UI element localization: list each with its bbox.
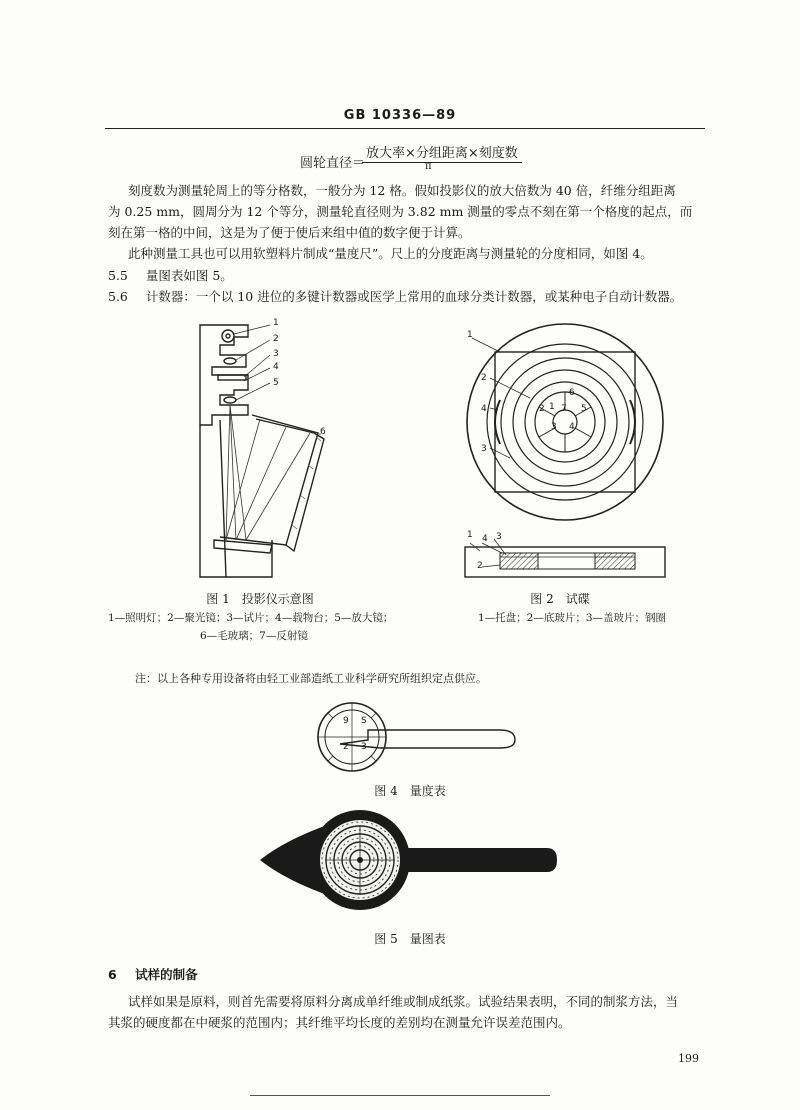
fig2-callout-4: 4 [481,404,487,414]
figure1-legend-line2: 6—毛玻璃；7—反射镜 [200,630,308,642]
fig1-callout-1: 1 [273,318,279,328]
fig1-callout-5: 5 [273,378,279,388]
figure2-caption: 图 2 试碟 [530,592,590,606]
sector-label: 3 [551,422,557,432]
header-rule [105,128,705,129]
section6-line: 试样如果是原料，则首先需要将原料分离成单纤维或制成纸浆。试验结果表明，不同的制浆方法，当 [128,994,679,1009]
paragraph-line: 刻度数为测量轮周上的等分格数，一般分为 12 格。假如投影仪的放大倍数为 40 倍，纤维分组距离 [128,183,676,198]
paragraph-line: 为 0.25 mm，圆周分为 12 个等分，测量轮直径则为 3.82 mm 测量的零点不刻在第一个格度的起点，而 [108,204,693,219]
item-text: 量图表如图 5。 [145,268,233,283]
fig1-callout-6: 6 [320,427,326,437]
fig2-side-callout-4: 4 [482,534,488,544]
fig2-side-callout-3: 3 [496,532,502,542]
standard-code-header: GB 10336—89 [343,108,457,123]
fig2-callout-2: 2 [481,373,487,383]
dial-mark: 9 [343,716,349,726]
section6-number: 6 [108,967,117,982]
supply-note: 注：以上各种专用设备将由轻工业部造纸工业科学研究所组织定点供应。 [135,672,487,685]
section6-heading [108,964,198,985]
fig1-callout-4: 4 [273,362,279,372]
section6-title: 试样的制备 [135,967,198,982]
sector-label: 6 [569,388,575,398]
test-dish-side-view [460,535,670,585]
paragraph-line: 刻在第一格的中间，这是为了便于使后来组中值的数字便于计算。 [108,225,471,240]
formula-denominator: π [425,161,432,172]
item-number: 5.5 [108,268,128,283]
measuring-gauge-drawing [310,700,525,775]
item-text: 计数器：一个以 10 进位的多键计数器或医学上常用的血球分类计数器，或某种电子自动计数器。 [145,289,683,304]
measuring-chart-drawing [255,810,560,915]
item-number: 5.6 [108,289,128,304]
sector-label: 7 [561,404,567,414]
test-dish-top-view [460,320,670,525]
fig2-side-callout-1: 1 [467,530,473,540]
sector-label: 4 [569,422,575,432]
formula-numerator: 放大率×分组距离×刻度数 [362,142,522,163]
section6-line: 其浆的硬度都在中硬浆的范围内；其纤维平均长度的差别均在测量允许误差范围内。 [108,1015,571,1030]
figure2-legend: 1—托盘；2—底玻片；3—盖玻片；钢圈 [478,612,667,624]
figure1-legend-line1: 1—照明灯；2—聚光镜；3—试片；4—载物台；5—放大镜； [108,612,394,624]
item-5-6 [108,286,682,307]
fig2-callout-1: 1 [467,330,473,340]
fig1-callout-2: 2 [273,334,279,344]
item-5-5 [108,265,233,286]
dial-mark: 3 [361,742,367,752]
sector-label: 1 [549,402,555,412]
sector-label: 2 [539,404,545,414]
fig2-side-callout-2: 2 [477,561,483,571]
page-number: 199 [678,1052,699,1065]
formula-lhs: 圆轮直径＝ [300,156,366,171]
footer-rule [250,1095,550,1096]
projector-diagram [190,315,340,590]
figure4-caption: 图 4 量度表 [374,784,446,798]
sector-label: 5 [581,404,587,414]
fig1-callout-3: 3 [273,349,279,359]
paragraph-line: 此种测量工具也可以用软塑料片制成“量度尺”。尺上的分度距离与测量轮的分度相同，如图 4。 [128,246,653,261]
dial-mark: S [361,716,367,726]
figure1-caption: 图 1 投影仪示意图 [206,592,314,606]
fig2-callout-3: 3 [481,444,487,454]
dial-mark: 2 [343,742,349,752]
figure5-caption: 图 5 量图表 [374,932,446,946]
